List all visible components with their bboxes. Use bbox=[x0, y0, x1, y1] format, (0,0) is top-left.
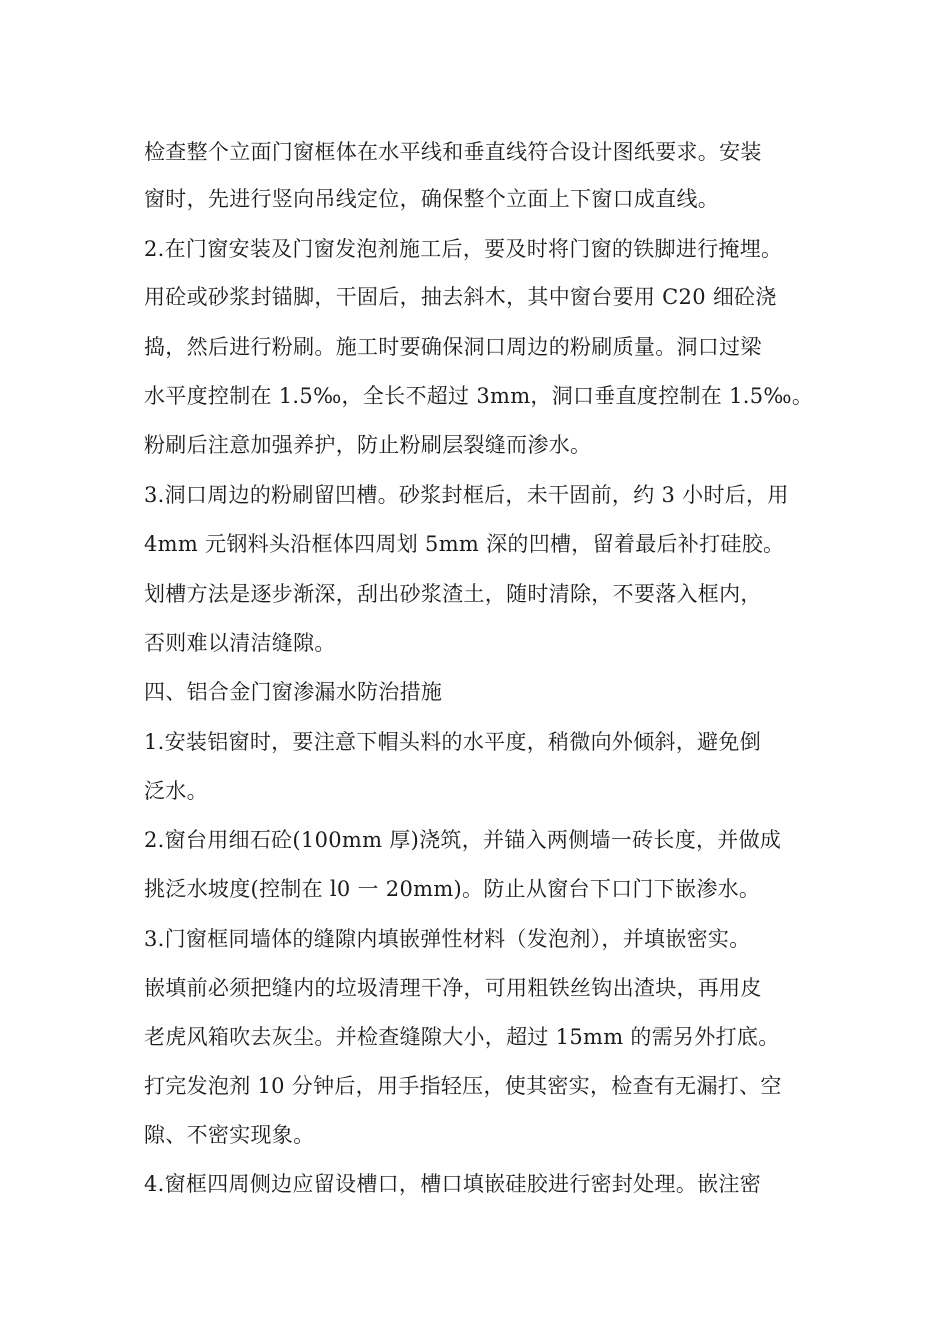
text-line: 用砼或砂浆封锚脚，干固后，抽去斜木，其中窗台要用 C20 细砼浇 bbox=[144, 285, 777, 309]
text-line: 检查整个立面门窗框体在水平线和垂直线符合设计图纸要求。安装 bbox=[144, 140, 762, 164]
text-line: 窗时，先进行竖向吊线定位，确保整个立面上下窗口成直线。 bbox=[144, 187, 720, 211]
text-line: 3.洞口周边的粉刷留凹槽。砂浆封框后，未干固前，约 3 小时后，用 bbox=[144, 483, 789, 507]
text-line: 划槽方法是逐步渐深，刮出砂浆渣土，随时清除，不要落入框内， bbox=[144, 582, 762, 606]
text-line: 4mm 元钢料头沿框体四周划 5mm 深的凹槽，留着最后补打硅胶。 bbox=[144, 532, 785, 556]
text-line: 泛水。 bbox=[144, 779, 208, 803]
text-line: 水平度控制在 1.5‰，全长不超过 3mm，洞口垂直度控制在 1.5‰。 bbox=[144, 384, 814, 408]
text-line: 4.窗框四周侧边应留设槽口，槽口填嵌硅胶进行密封处理。嵌注密 bbox=[144, 1172, 762, 1196]
text-line: 嵌填前必须把缝内的垃圾清理干净，可用粗铁丝钩出渣块，再用皮 bbox=[144, 976, 762, 1000]
text-line: 2.窗台用细石砼(100mm 厚)浇筑，并锚入两侧墙一砖长度，并做成 bbox=[144, 828, 782, 852]
text-line: 挑泛水坡度(控制在 l0 一 20mm)。防止从窗台下口门下嵌渗水。 bbox=[144, 877, 761, 901]
text-line: 老虎风箱吹去灰尘。并检查缝隙大小，超过 15mm 的需另外打底。 bbox=[144, 1025, 780, 1049]
text-line: 隙、不密实现象。 bbox=[144, 1123, 315, 1147]
text-line: 粉刷后注意加强养护，防止粉刷层裂缝而渗水。 bbox=[144, 433, 592, 457]
text-line: 3.门窗框同墙体的缝隙内填嵌弹性材料（发泡剂），并填嵌密实。 bbox=[144, 927, 751, 951]
text-line: 1.安装铝窗时，要注意下帽头料的水平度，稍微向外倾斜，避免倒 bbox=[144, 730, 762, 754]
section-heading: 四、铝合金门窗渗漏水防治措施 bbox=[144, 680, 443, 704]
text-line: 否则难以清洁缝隙。 bbox=[144, 631, 336, 655]
text-line: 2.在门窗安装及门窗发泡剂施工后，要及时将门窗的铁脚进行掩埋。 bbox=[144, 237, 783, 261]
text-line: 捣，然后进行粉刷。施工时要确保洞口周边的粉刷质量。洞口过梁 bbox=[144, 335, 762, 359]
text-line: 打完发泡剂 10 分钟后，用手指轻压，使其密实，检查有无漏打、空 bbox=[144, 1074, 782, 1098]
